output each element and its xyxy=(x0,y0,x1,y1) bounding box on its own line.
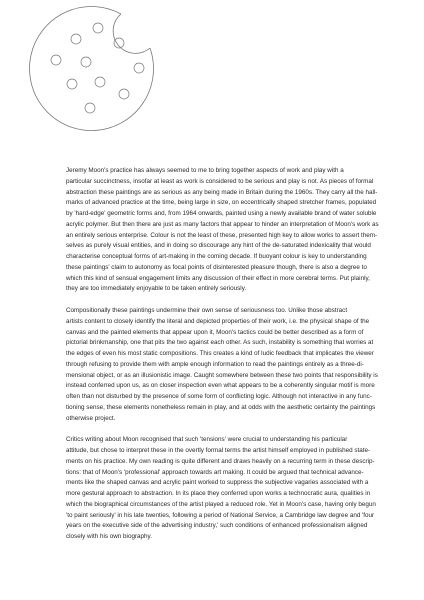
text-line: which this kind of sensual engagement limits any discussion of their effect in more cerebral terms. Put plainly, xyxy=(66,274,370,282)
text-line: they are too immediately enjoyable to be taken entirely seriously. xyxy=(66,285,247,293)
text-line: selves as purely visual entities, and in doing so discourage any hint of the de-saturated indexicality that would xyxy=(66,242,371,250)
text-line: by 'hard-edge' geometric forms and, from 1964 onwards, painted using a newly available brand of water soluble xyxy=(66,210,377,217)
text-line: artists content to closely identify the literal and depicted properties of their work, i.e. the physical shape of the xyxy=(66,317,370,325)
text-line: particular succinctness, insofar at least as work is considered to be serious and play is not. As pieces of formal xyxy=(66,177,374,185)
text-line: Compositionally these paintings undermine their own sense of seriousness too. Unlike those abstract xyxy=(66,307,348,314)
text-line: canvas and the painted elements that appear upon it, Moon's tactics could be better described as a form of xyxy=(66,328,364,336)
text-line: tioning sense, these elements nonetheless remain in play, and at odds with the aesthetic certainty the paintings xyxy=(66,403,376,411)
essay-body xyxy=(53,166,395,554)
text-line: years on the executive side of the advertising industry,' such conditions of enhanced professionalism aligned xyxy=(66,522,368,530)
text-line: more gestural approach to abstraction. In its place they conferred upon works a technocratic aura, qualities in xyxy=(66,490,371,497)
text-line: pictorial brinkmanship, one that pits the two against each other. As such, instability is something that worries at xyxy=(66,339,374,347)
text-line: closely with his own biography. xyxy=(66,533,152,540)
text-line: often than not disturbed by the presence of some form of conflicting logic. Although not interactive in any func- xyxy=(66,393,372,400)
text-line: these paintings' claim to autonomy as focal points of disinterested pleasure though, there is also a degree to xyxy=(66,263,367,271)
text-line: instead conferred upon us, as on closer inspection even what appears to be a coherently singular motif is more xyxy=(66,382,375,390)
text-line: marks of advanced practice at the time, being large in size, on eccentrically shaped stretcher frames, populated xyxy=(66,199,377,207)
text-line: Jeremy Moon's practice has always seemed to me to bring together aspects of work and play with a xyxy=(66,167,344,174)
text-line: ments on his practice. My own reading is quite different and draws heavily on a recurring term in these descrip- xyxy=(66,457,375,465)
essay-paragraph xyxy=(53,306,395,424)
text-line: mensional object, or as an illusionistic image. Caught somewhere between these two points that responsibility is xyxy=(66,371,378,379)
text-line: attitude, but chose to interpret these in the overtly formal terms the artist himself employed in published state- xyxy=(66,447,371,454)
text-line: 'to paint seriously' in his late twenties, following a period of National Service, a Cambridge law degree and 'four xyxy=(66,511,375,519)
text-line: through refusing to provide them with ample enough information to read the paintings entirely as a three-di- xyxy=(66,360,364,368)
text-line: Critics writing about Moon recognised that such 'tensions' were crucial to understanding his particular xyxy=(66,436,348,444)
text-line: abstraction these paintings are as serious as any being made in Britain during the 1960s. They carry all the hall- xyxy=(66,188,378,196)
circle-with-dots-illustration xyxy=(28,4,162,132)
text-line: otherwise project. xyxy=(66,414,116,422)
text-line: characterise conceptual forms of art-making in the coming decade. If buoyant colour is key to understanding xyxy=(66,253,367,260)
text-line: the edges of even his most static compositions. This creates a kind of ludic feedback that implicates the viewer xyxy=(66,350,374,357)
text-line: which the biographical circumstances of the artist played a reduced role. Yet in Moon's case, having only begun xyxy=(66,500,376,508)
text-line: an entirely serious enterprise. Colour is not the least of these, presented high key to allow works to assert them- xyxy=(66,231,378,239)
text-line: acrylic polymer. But then there are just as many factors that appear to hinder an interpretation of Moon's work as xyxy=(66,220,379,228)
essay-paragraph xyxy=(53,435,395,543)
text-line: tions: that of Moon's 'professional' approach towards art making. It could be argued that technical advance- xyxy=(66,468,364,476)
essay-paragraph xyxy=(53,166,395,295)
text-line: ments like the shaped canvas and acrylic paint worked to suppress the subjective vagaries associated with a xyxy=(66,479,369,487)
